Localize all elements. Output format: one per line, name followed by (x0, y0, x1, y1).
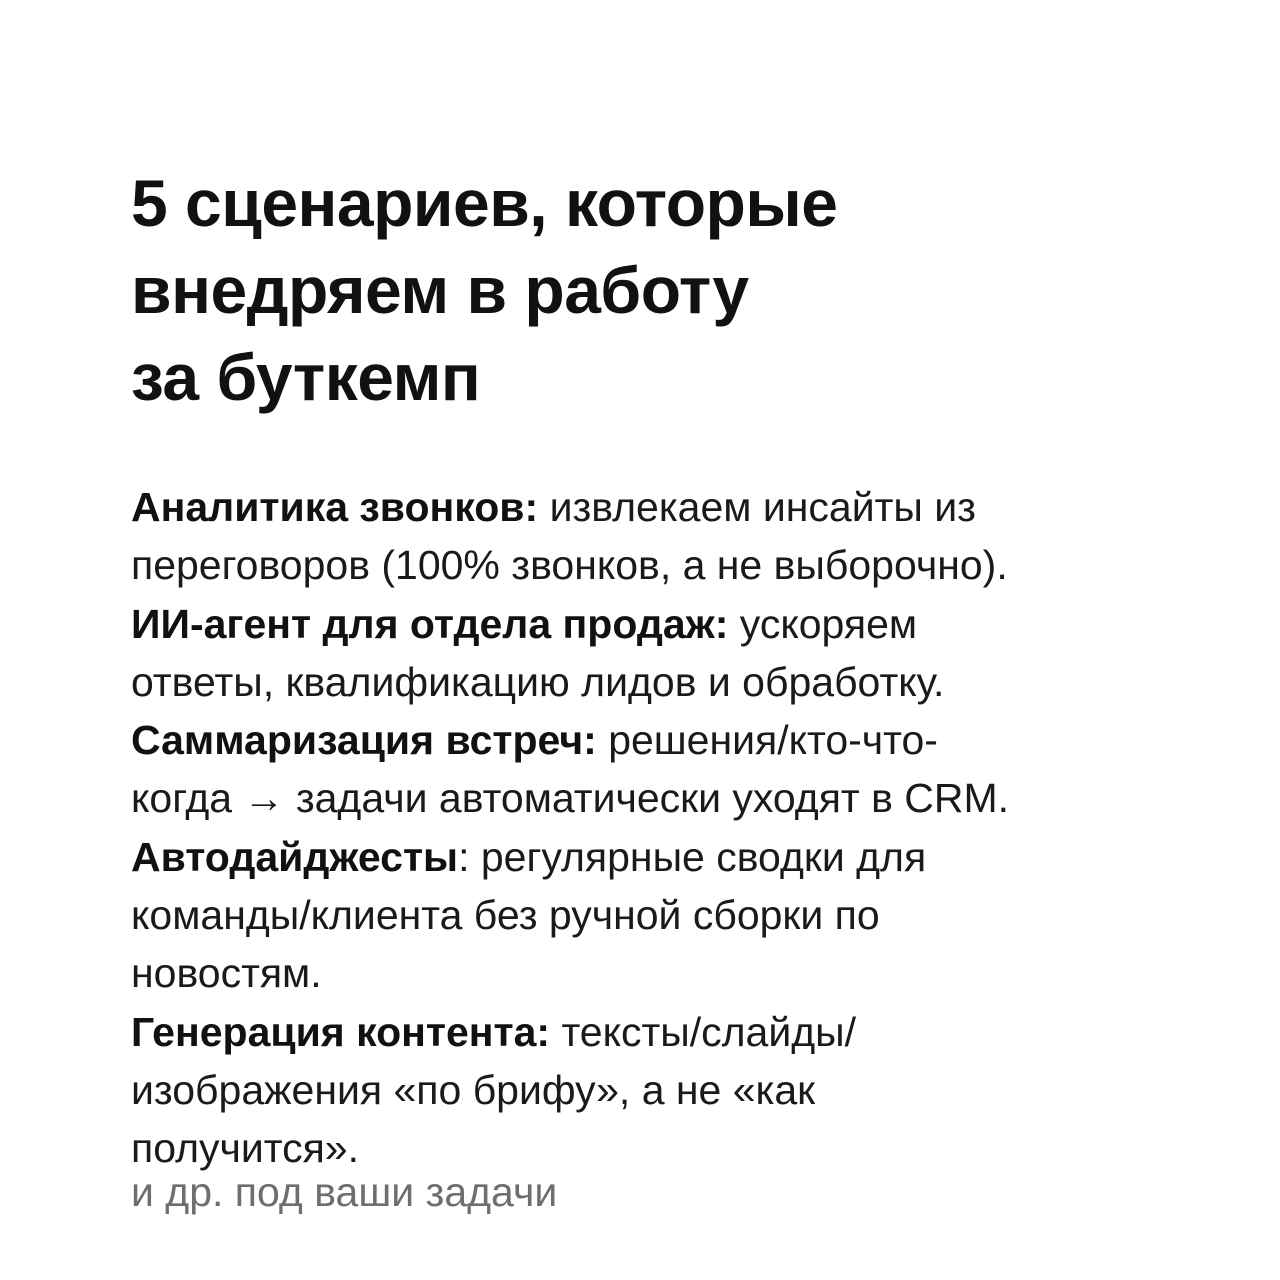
scenario-term: Аналитика звонков: (131, 484, 539, 530)
scenario-term: ИИ-агент для отдела продаж: (131, 600, 729, 647)
scenario-description: ускоряем (728, 600, 918, 647)
scenario-description: переговоров (100% звонков, а не выборочно). (131, 542, 1008, 589)
title-line: за буткемп (131, 340, 481, 414)
scenario-description: решения/кто-что- (596, 717, 938, 764)
scenario-description: получится». (131, 1125, 360, 1172)
scenario-item-meeting-summary (131, 711, 1251, 828)
scenario-description: когда → задачи автоматически уходят в CRM. (131, 775, 1010, 822)
footer-note: и др. под ваши задачи (131, 1169, 558, 1215)
scenario-description: изображения «по брифу», а не «как (131, 1066, 816, 1113)
scenario-list (131, 478, 1251, 1178)
scenario-description: команды/клиента без ручной сборки по (131, 892, 880, 939)
scenario-item-auto-digests (131, 828, 1251, 1003)
page-title (131, 160, 1171, 421)
scenario-description: : регулярные сводки для (458, 833, 927, 880)
scenario-description: ответы, квалификацию лидов и обработку. (131, 658, 945, 705)
scenario-term: Саммаризация встреч: (131, 717, 597, 764)
scenario-description: новостям. (131, 950, 322, 997)
scenario-description: тексты/слайды/ (550, 1008, 857, 1055)
scenario-term: Генерация контента: (131, 1008, 551, 1055)
scenario-item-call-analytics (131, 478, 1251, 595)
scenario-term: Автодайджесты (131, 833, 459, 880)
scenario-description: извлекаем инсайты из (538, 484, 976, 530)
title-line: внедряем в работу (131, 253, 749, 327)
scenario-item-sales-agent (131, 595, 1251, 712)
title-line: 5 сценариев, которые (131, 166, 838, 240)
scenario-item-content-generation (131, 1003, 1251, 1178)
